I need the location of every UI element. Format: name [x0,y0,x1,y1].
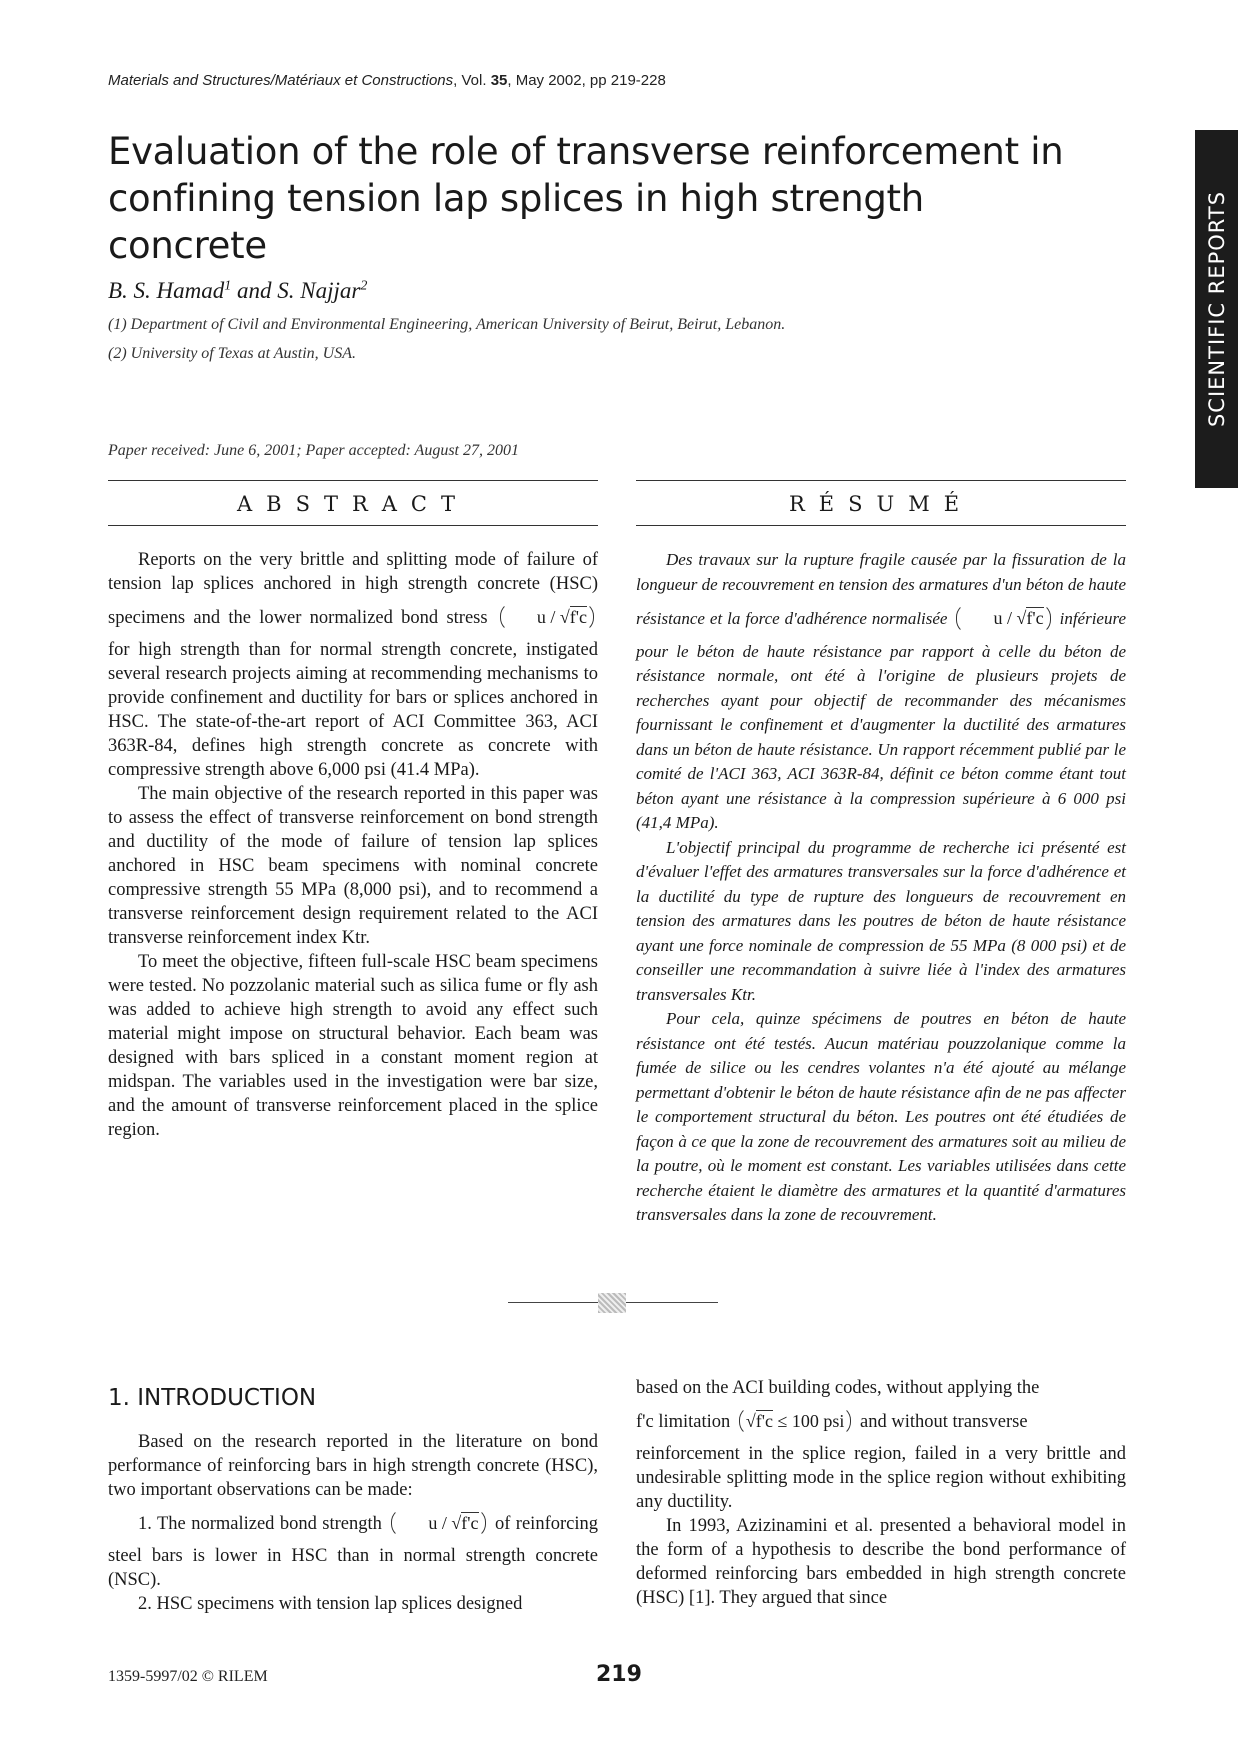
authors [108,278,367,304]
intro-item-1-b: of reinforcing steel bars is lower in HSC than in normal strength concrete (NSC). [108,1514,598,1590]
math-fc: f'c [461,1513,479,1533]
resume-paragraph-3: Pour cela, quinze spécimens de poutres en béton de haute résistance ont été testés. Aucun matériau pouzzolanique comme la fumée de silice ou les cendres volantes n'a été ajouté au mélange permettant d'obtenir le béton de haute résistance afin de ne pas affecter le comportement structural du béton. Les poutres ont été étudiées de façon à ce que la zone de recouvrement des armatures soit au milieu de la poutre, où le moment est constant. Les variables utilisées dans cette recherche étaient le diamètre des armatures et la quantité d'armatures transversales dans la zone de recouvrement. [636,1009,1126,1224]
abstract-body [108,548,598,1142]
math-fc: f'c [569,607,587,627]
resume-paragraph-1 [636,548,1126,836]
author-1-affil: 1 [224,278,232,294]
author-1: B. S. Hamad [108,278,225,303]
journal-header [108,72,666,89]
intro-right-line-2 [636,1400,1126,1442]
journal-name: Materials and Structures/Matériaux et Constructions [108,72,454,89]
abstract-paragraph-3: To meet the objective, fifteen full-scale HSC beam specimens were tested. No pozzolanic material such as silica fume or fly ash was added to achieve high strength to avoid any effect such material might impose on structural behavior. Each beam was designed with bars spliced in a constant moment region at midspan. The variables used in the investigation were bar size, and the amount of transverse reinforcement placed in the splice region. [108,952,598,1140]
bond-stress-formula: u / √f'c [500,602,594,632]
journal-issue-pages: , May 2002, pp 219-228 [507,72,666,89]
math-le100: ≤ 100 psi [773,1411,845,1431]
abstract-heading: ABSTRACT [108,480,598,526]
abstract-paragraph-2: The main objective of the research reported in this paper was to assess the effect of transverse reinforcement on bond strength and ductility of the mode of failure of tension lap splices anchored in HSC beam specimens with nominal concrete compressive strength 55 MPa (8,000 psi), and to recommend a transverse reinforcement design requirement related to the ACI transverse reinforcement index Ktr. [108,784,598,948]
introduction-right-column [636,1376,1126,1610]
math-slash: / [545,607,560,627]
resume-paragraph-2: L'objectif principal du programme de recherche ici présenté est d'évaluer l'effet des armatures transversales sur la force d'adhérence et la ductilité du type de rupture des longueurs de recouvrement en tension des armatures dans les poutres de béton de haute résistance ayant une force nominale de compression de 55 MPa (8 000 psi) et de conseiller une recommandation à suivre liée à l'index des armatures transversales Ktr. [636,837,1126,1004]
introduction-heading: 1. INTRODUCTION [108,1385,317,1411]
abstract-p1-b: for high strength than for normal strength concrete, instigated several research projects aiming at recommending mechanisms to provide confinement and ductility for bars or splices anchored in HSC. The state-of-the-art report of ACI Committee 363, ACI 363R-84, defines high strength concrete as concrete with compressive strength above 6,000 psi (41.4 MPa). [108,640,598,780]
journal-vol-prefix: , Vol. [453,72,491,89]
side-tab-label: SCIENTIFIC REPORTS [1204,190,1229,428]
resume-body [636,548,1126,1228]
divider-ornament [598,1293,626,1313]
math-fc: f'c [1026,608,1044,628]
intro-paragraph-1: Based on the research reported in the literature on bond performance of reinforcing bars in high strength concrete (HSC), two important observations can be made: [108,1432,598,1500]
resume-bond-stress-formula: u / √f'c [956,603,1050,634]
paper-title: Evaluation of the role of transverse reinforcement in confining tension lap splices in high strength concrete [108,130,1064,267]
affiliation-2: (2) University of Texas at Austin, USA. [108,345,356,362]
intro-item-1-a: 1. The normalized bond strength [138,1514,382,1534]
intro-r2-a: f'c limitation [636,1412,731,1432]
math-u: u [428,1513,438,1533]
math-u: u [993,608,1003,628]
author-2: S. Najjar [277,278,361,303]
introduction-left-column [108,1430,598,1616]
author-2-affil: 2 [360,278,368,294]
intro-right-paragraph-1: reinforcement in the splice region, failed in a very brittle and undesirable splitting mode in the splice region without exhibiting any ductility. [636,1444,1126,1512]
intro-item-1 [108,1502,598,1592]
intro-right-paragraph-2: In 1993, Azizinamini et al. presented a behavioral model in the form of a hypothesis to describe the bond performance of deformed reinforcing bars embedded in high strength concrete (HSC) [1]. They argued that since [636,1516,1126,1608]
fc-limit-formula: √f'c ≤ 100 psi [739,1406,852,1436]
math-fc: f'c [755,1411,774,1431]
normalized-bond-formula: u / √f'c [391,1508,485,1538]
intro-r2-b: and without transverse [860,1412,1028,1432]
resume-p1-a: Des travaux sur la rupture fragile causée par la fissuration de la longueur de recouvrement en tension des armatures d'un béton de haute résistance et la force d'adhérence normalisée [636,550,1126,628]
resume-heading: RÉSUMÉ [636,480,1126,526]
page-number: 219 [596,1662,642,1687]
footer-issn: 1359-5997/02 © RILEM [108,1668,268,1685]
affiliation-1: (1) Department of Civil and Environmental Engineering, American University of Beirut, Beirut, Lebanon. [108,316,786,333]
intro-right-line-1: based on the ACI building codes, without applying the [636,1378,1040,1398]
math-slash: / [437,1513,452,1533]
math-u: u [536,607,546,627]
received-dates: Paper received: June 6, 2001; Paper accepted: August 27, 2001 [108,442,519,459]
abstract-p1-a: Reports on the very brittle and splitting mode of failure of tension lap splices anchored in high strength concrete (HSC) specimens and the lower normalized bond stress [108,550,598,628]
resume-p1-b: inférieure pour le béton de haute résistance par rapport à celle du béton de résistance normale, ont été à l'origine de plusieurs projets de recherches ayant pour objectif de recommander des mécanismes fournissant le confinement et d'augmenter la ductilité des armatures dans un béton de haute résistance. Un rapport récemment publié par le comité de l'ACI 363, ACI 363R-84, définit ce béton comme étant tout béton ayant une résistance à la compression supérieure à 6 000 psi (41,4 MPa). [636,609,1126,832]
abstract-paragraph-1 [108,548,598,782]
author-and: and [231,278,278,303]
math-slash: / [1002,608,1017,628]
journal-volume: 35 [490,72,508,89]
intro-item-2: 2. HSC specimens with tension lap splices designed [138,1594,523,1614]
section-side-tab [1195,130,1238,488]
